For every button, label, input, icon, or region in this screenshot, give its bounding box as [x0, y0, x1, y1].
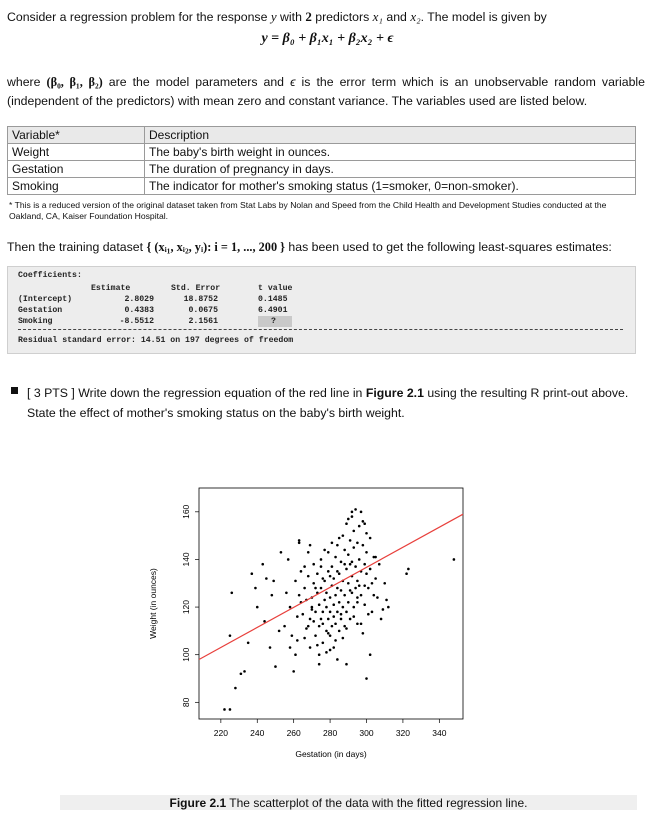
scatter-point	[334, 594, 337, 597]
scatter-point	[347, 553, 350, 556]
scatter-point	[349, 618, 352, 621]
scatter-point	[365, 572, 368, 575]
scatter-point	[303, 587, 306, 590]
figure-caption: Figure 2.1 The scatterplot of the data with the fitted regression line.	[169, 796, 528, 810]
plot-frame	[199, 488, 463, 719]
scatter-point	[351, 561, 354, 564]
scatter-point	[332, 615, 335, 618]
scatter-point	[347, 601, 350, 604]
scatter-point	[360, 594, 363, 597]
scatter-point	[356, 596, 359, 599]
scatter-point	[340, 561, 343, 564]
scatter-point	[345, 663, 348, 666]
scatter-point	[358, 584, 361, 587]
row-std-error: 0.0675	[188, 306, 218, 315]
x-tick-label: 340	[432, 728, 447, 738]
question-text: [ 3 PTS ] Write down the regression equation of the red line in Figure 2.1 using the resulting R print-out above. State the effect of mother's smoking status on the baby's birth weight.	[27, 386, 629, 420]
scatter-point	[318, 625, 321, 628]
predictor-1: x₁	[372, 9, 383, 24]
scatter-point	[374, 556, 377, 559]
scatter-point	[371, 611, 374, 614]
scatter-point	[360, 622, 363, 625]
scatter-point	[303, 637, 306, 640]
y-tick-label: 140	[181, 552, 191, 567]
scatter-point	[294, 580, 297, 583]
scatter-point	[323, 549, 326, 552]
scatter-point	[322, 641, 325, 644]
scatter-point	[325, 630, 328, 633]
scatter-point	[314, 611, 317, 614]
scatter-point	[365, 532, 368, 535]
scatter-point	[405, 572, 408, 575]
scatter-point	[323, 580, 326, 583]
scatter-point	[338, 630, 341, 633]
residual-line: Residual standard error: 14.51 on 197 degrees of freedom	[18, 336, 294, 345]
scatter-point	[369, 653, 372, 656]
scatter-point	[307, 551, 310, 554]
table-cell: The indicator for mother's smoking status (1=smoker, 0=non-smoker).	[145, 178, 636, 195]
scatter-point	[240, 672, 243, 675]
scatter-point	[360, 511, 363, 514]
scatter-point	[301, 613, 304, 616]
y-axis-label: Weight (in ounces)	[148, 568, 158, 639]
scatter-point	[272, 580, 275, 583]
scatter-point	[320, 618, 323, 621]
scatter-point	[329, 575, 332, 578]
scatter-point	[349, 539, 352, 542]
x-tick-label: 220	[213, 728, 228, 738]
table-cell: Smoking	[8, 178, 145, 195]
scatter-point	[336, 544, 339, 547]
scatter-point	[363, 584, 366, 587]
scatter-point	[334, 622, 337, 625]
scatter-point	[352, 546, 355, 549]
scatter-point	[363, 563, 366, 566]
scatter-point	[331, 625, 334, 628]
scatter-point	[345, 611, 348, 614]
row-name: Smoking	[18, 317, 53, 326]
scatter-point	[320, 558, 323, 561]
scatter-point	[287, 558, 290, 561]
scatter-point	[325, 606, 328, 609]
scatter-point	[345, 522, 348, 525]
scatter-point	[325, 651, 328, 654]
scatter-point	[291, 634, 294, 637]
scatter-point	[369, 568, 372, 571]
scatter-point	[362, 544, 365, 547]
table-cell: The baby's birth weight in ounces.	[145, 144, 636, 161]
scatter-point	[376, 596, 379, 599]
scatter-point	[338, 537, 341, 540]
scatter-point	[336, 587, 339, 590]
scatter-point	[365, 677, 368, 680]
row-std-error: 2.1561	[188, 317, 218, 326]
row-t-value: ?	[271, 317, 276, 326]
scatter-point	[327, 551, 330, 554]
x-tick-label: 260	[286, 728, 301, 738]
scatter-point	[265, 577, 268, 580]
scatter-point	[336, 570, 339, 573]
model-equation: y = β₀ + β₁x₁ + β₂x₂ + ϵ	[261, 31, 394, 46]
scatter-point	[318, 663, 321, 666]
error-term: ϵ	[290, 75, 296, 89]
scatter-point	[372, 594, 375, 597]
col-estimate: Estimate	[91, 284, 131, 293]
scatter-point	[230, 591, 233, 594]
scatter-point	[407, 568, 410, 571]
scatter-point	[367, 587, 370, 590]
training-set: { (xᵢ₁, xᵢ₂, yᵢ): i = 1, ..., 200 }	[146, 240, 286, 254]
row-estimate: 0.4383	[124, 306, 154, 315]
scatter-point	[385, 599, 388, 602]
table-cell: The duration of pregnancy in days.	[145, 161, 636, 178]
scatter-point	[356, 622, 359, 625]
scatter-point	[365, 551, 368, 554]
scatter-point	[345, 627, 348, 630]
scatter-point	[223, 708, 226, 711]
x-tick-label: 300	[359, 728, 374, 738]
scatter-point	[349, 563, 352, 566]
scatter-point	[387, 606, 390, 609]
scatter-point	[358, 525, 361, 528]
question-line-2: State the effect of mother's smoking status on the baby's birth weight.	[27, 406, 405, 420]
scatter-point	[334, 639, 337, 642]
scatter-point	[298, 539, 301, 542]
scatter-point	[329, 611, 332, 614]
scatter-point	[229, 708, 232, 711]
question-points: [ 3 PTS ]	[27, 386, 75, 400]
scatter-point	[322, 577, 325, 580]
scatter-point	[383, 582, 386, 585]
response-variable: y	[270, 9, 277, 24]
scatter-point	[352, 615, 355, 618]
scatter-point	[278, 630, 281, 633]
scatter-point	[363, 603, 366, 606]
row-t-value: 6.4901	[258, 306, 288, 315]
row-name: Gestation	[18, 306, 63, 315]
scatter-point	[374, 577, 377, 580]
scatter-point	[256, 606, 259, 609]
scatter-point	[362, 632, 365, 635]
figure-reference: Figure 2.1	[365, 386, 424, 400]
scatter-point	[327, 618, 330, 621]
scatter-point	[334, 556, 337, 559]
scatter-point	[382, 608, 385, 611]
scatter-point	[336, 658, 339, 661]
scatter-point	[294, 653, 297, 656]
y-tick-label: 160	[181, 504, 191, 519]
scatter-point	[289, 646, 292, 649]
scatter-point	[307, 625, 310, 628]
scatter-point	[354, 508, 357, 511]
scatter-point	[343, 563, 346, 566]
scatter-point	[289, 606, 292, 609]
col-std-error: Std. Error	[171, 284, 221, 293]
scatter-point	[369, 537, 372, 540]
scatter-point	[351, 515, 354, 518]
table-header-cell: Variable*	[8, 127, 145, 144]
training-paragraph: Then the training dataset { (xᵢ₁, xᵢ₂, yᵢ): i = 1, ..., 200 } has been used to get the following least-squares estimates:	[7, 240, 612, 254]
scatter-point	[367, 613, 370, 616]
scatter-point	[314, 634, 317, 637]
scatter-point	[340, 589, 343, 592]
coefficients-title: Coefficients:	[18, 271, 82, 280]
scatter-point	[329, 649, 332, 652]
scatter-point	[329, 634, 332, 637]
scatter-point	[347, 518, 350, 521]
scatter-point	[254, 587, 257, 590]
scatter-point	[316, 644, 319, 647]
scatter-point	[320, 565, 323, 568]
scatter-point	[243, 670, 246, 673]
scatter-point	[323, 599, 326, 602]
scatter-point	[362, 520, 365, 523]
scatter-point	[342, 534, 345, 537]
scatter-point	[356, 601, 359, 604]
scatter-point	[280, 551, 283, 554]
intro-paragraph: Consider a regression problem for the response y with 2 predictors x₁ and x₂. The model is given by	[7, 9, 547, 24]
scatter-point	[342, 637, 345, 640]
scatter-point	[453, 558, 456, 561]
scatter-point	[332, 577, 335, 580]
scatter-point	[269, 646, 272, 649]
scatter-point	[261, 563, 264, 566]
scatter-point	[325, 591, 328, 594]
scatter-point	[338, 601, 341, 604]
scatter-point	[234, 687, 237, 690]
parameters-paragraph: where (β₀, β₁, β₂) are the model parameters and ϵ is the error term which is an unobservable random variable (independent of the predictors) with mean zero and constant variance. The variables used are listed below.	[7, 75, 645, 108]
scatter-point	[307, 575, 310, 578]
row-estimate: -8.5512	[119, 317, 154, 326]
scatter-point	[271, 594, 274, 597]
scatter-point	[345, 568, 348, 571]
scatter-point	[340, 613, 343, 616]
scatter-point	[296, 639, 299, 642]
model-parameters: (β₀, β₁, β₂)	[46, 75, 103, 89]
fitted-regression-line	[199, 514, 463, 659]
row-estimate: 2.8029	[124, 295, 154, 304]
scatter-point	[371, 582, 374, 585]
scatter-point	[332, 646, 335, 649]
scatter-point	[349, 589, 352, 592]
scatter-point	[292, 670, 295, 673]
scatter-point	[347, 582, 350, 585]
scatter-point	[312, 620, 315, 623]
scatter-point	[327, 570, 330, 573]
scatter-point	[342, 606, 345, 609]
scatter-point	[352, 530, 355, 533]
scatter-point	[318, 653, 321, 656]
scatter-point	[343, 625, 346, 628]
scatter-point	[314, 587, 317, 590]
scatter-point	[331, 565, 334, 568]
row-t-value: 0.1485	[258, 295, 288, 304]
scatter-point	[274, 665, 277, 668]
scatter-point	[343, 549, 346, 552]
scatter-point	[329, 596, 332, 599]
scatter-point	[354, 587, 357, 590]
scatter-point	[300, 570, 303, 573]
scatter-point	[312, 582, 315, 585]
scatter-point	[322, 611, 325, 614]
scatter-point	[312, 563, 315, 566]
scatter-point	[351, 511, 354, 514]
y-tick-label: 100	[181, 647, 191, 662]
scatter-point	[336, 611, 339, 614]
scatter-point	[251, 572, 254, 575]
scatter-point	[309, 646, 312, 649]
table-cell: Gestation	[8, 161, 145, 178]
scatter-point	[343, 594, 346, 597]
predictor-count: 2	[305, 9, 312, 24]
scatter-point	[298, 594, 301, 597]
scatter-point	[378, 563, 381, 566]
x-tick-label: 280	[322, 728, 338, 738]
scatter-point	[327, 632, 330, 635]
scatter-point	[356, 580, 359, 583]
table-header-cell: Description	[145, 127, 636, 144]
scatter-point	[309, 544, 312, 547]
scatter-point	[296, 615, 299, 618]
y-tick-label: 80	[181, 697, 191, 708]
scatter-point	[305, 627, 308, 630]
table-footnote: * This is a reduced version of the original dataset taken from Stat Labs by Nolan and Speed from the Child Health and Development Studies conducted at the Oakland, CA, Kaiser Foundation Hospital.	[9, 200, 607, 221]
scatter-point	[332, 603, 335, 606]
table-cell: Weight	[8, 144, 145, 161]
scatter-point	[322, 622, 325, 625]
scatter-point	[320, 587, 323, 590]
scatter-point	[380, 618, 383, 621]
col-t-value: t value	[258, 284, 293, 293]
scatter-point	[311, 606, 314, 609]
scatter-point	[229, 634, 232, 637]
scatter-point	[340, 618, 343, 621]
scatter-point	[338, 572, 341, 575]
scatter-point	[354, 565, 357, 568]
predictor-2: x₂	[410, 9, 421, 24]
row-std-error: 18.8752	[183, 295, 218, 304]
scatter-point	[298, 541, 301, 544]
scatter-point	[363, 522, 366, 525]
scatter-point	[309, 618, 312, 621]
scatter-point	[311, 608, 314, 611]
scatter-point	[247, 641, 250, 644]
scatter-point	[303, 565, 306, 568]
scatter-point	[285, 591, 288, 594]
y-tick-label: 120	[181, 599, 191, 615]
scatter-point	[331, 541, 334, 544]
scatter-point	[352, 606, 355, 609]
caption-label: Figure 2.1	[169, 796, 227, 810]
row-name: (Intercept)	[18, 295, 73, 304]
x-axis-label: Gestation (in days)	[295, 749, 367, 759]
x-tick-label: 240	[250, 728, 265, 738]
scatter-point	[358, 558, 361, 561]
scatter-point	[351, 591, 354, 594]
scatter-point	[318, 603, 321, 606]
x-tick-label: 320	[395, 728, 411, 738]
scatter-point	[316, 572, 319, 575]
scatter-point	[356, 541, 359, 544]
scatter-point	[283, 625, 286, 628]
